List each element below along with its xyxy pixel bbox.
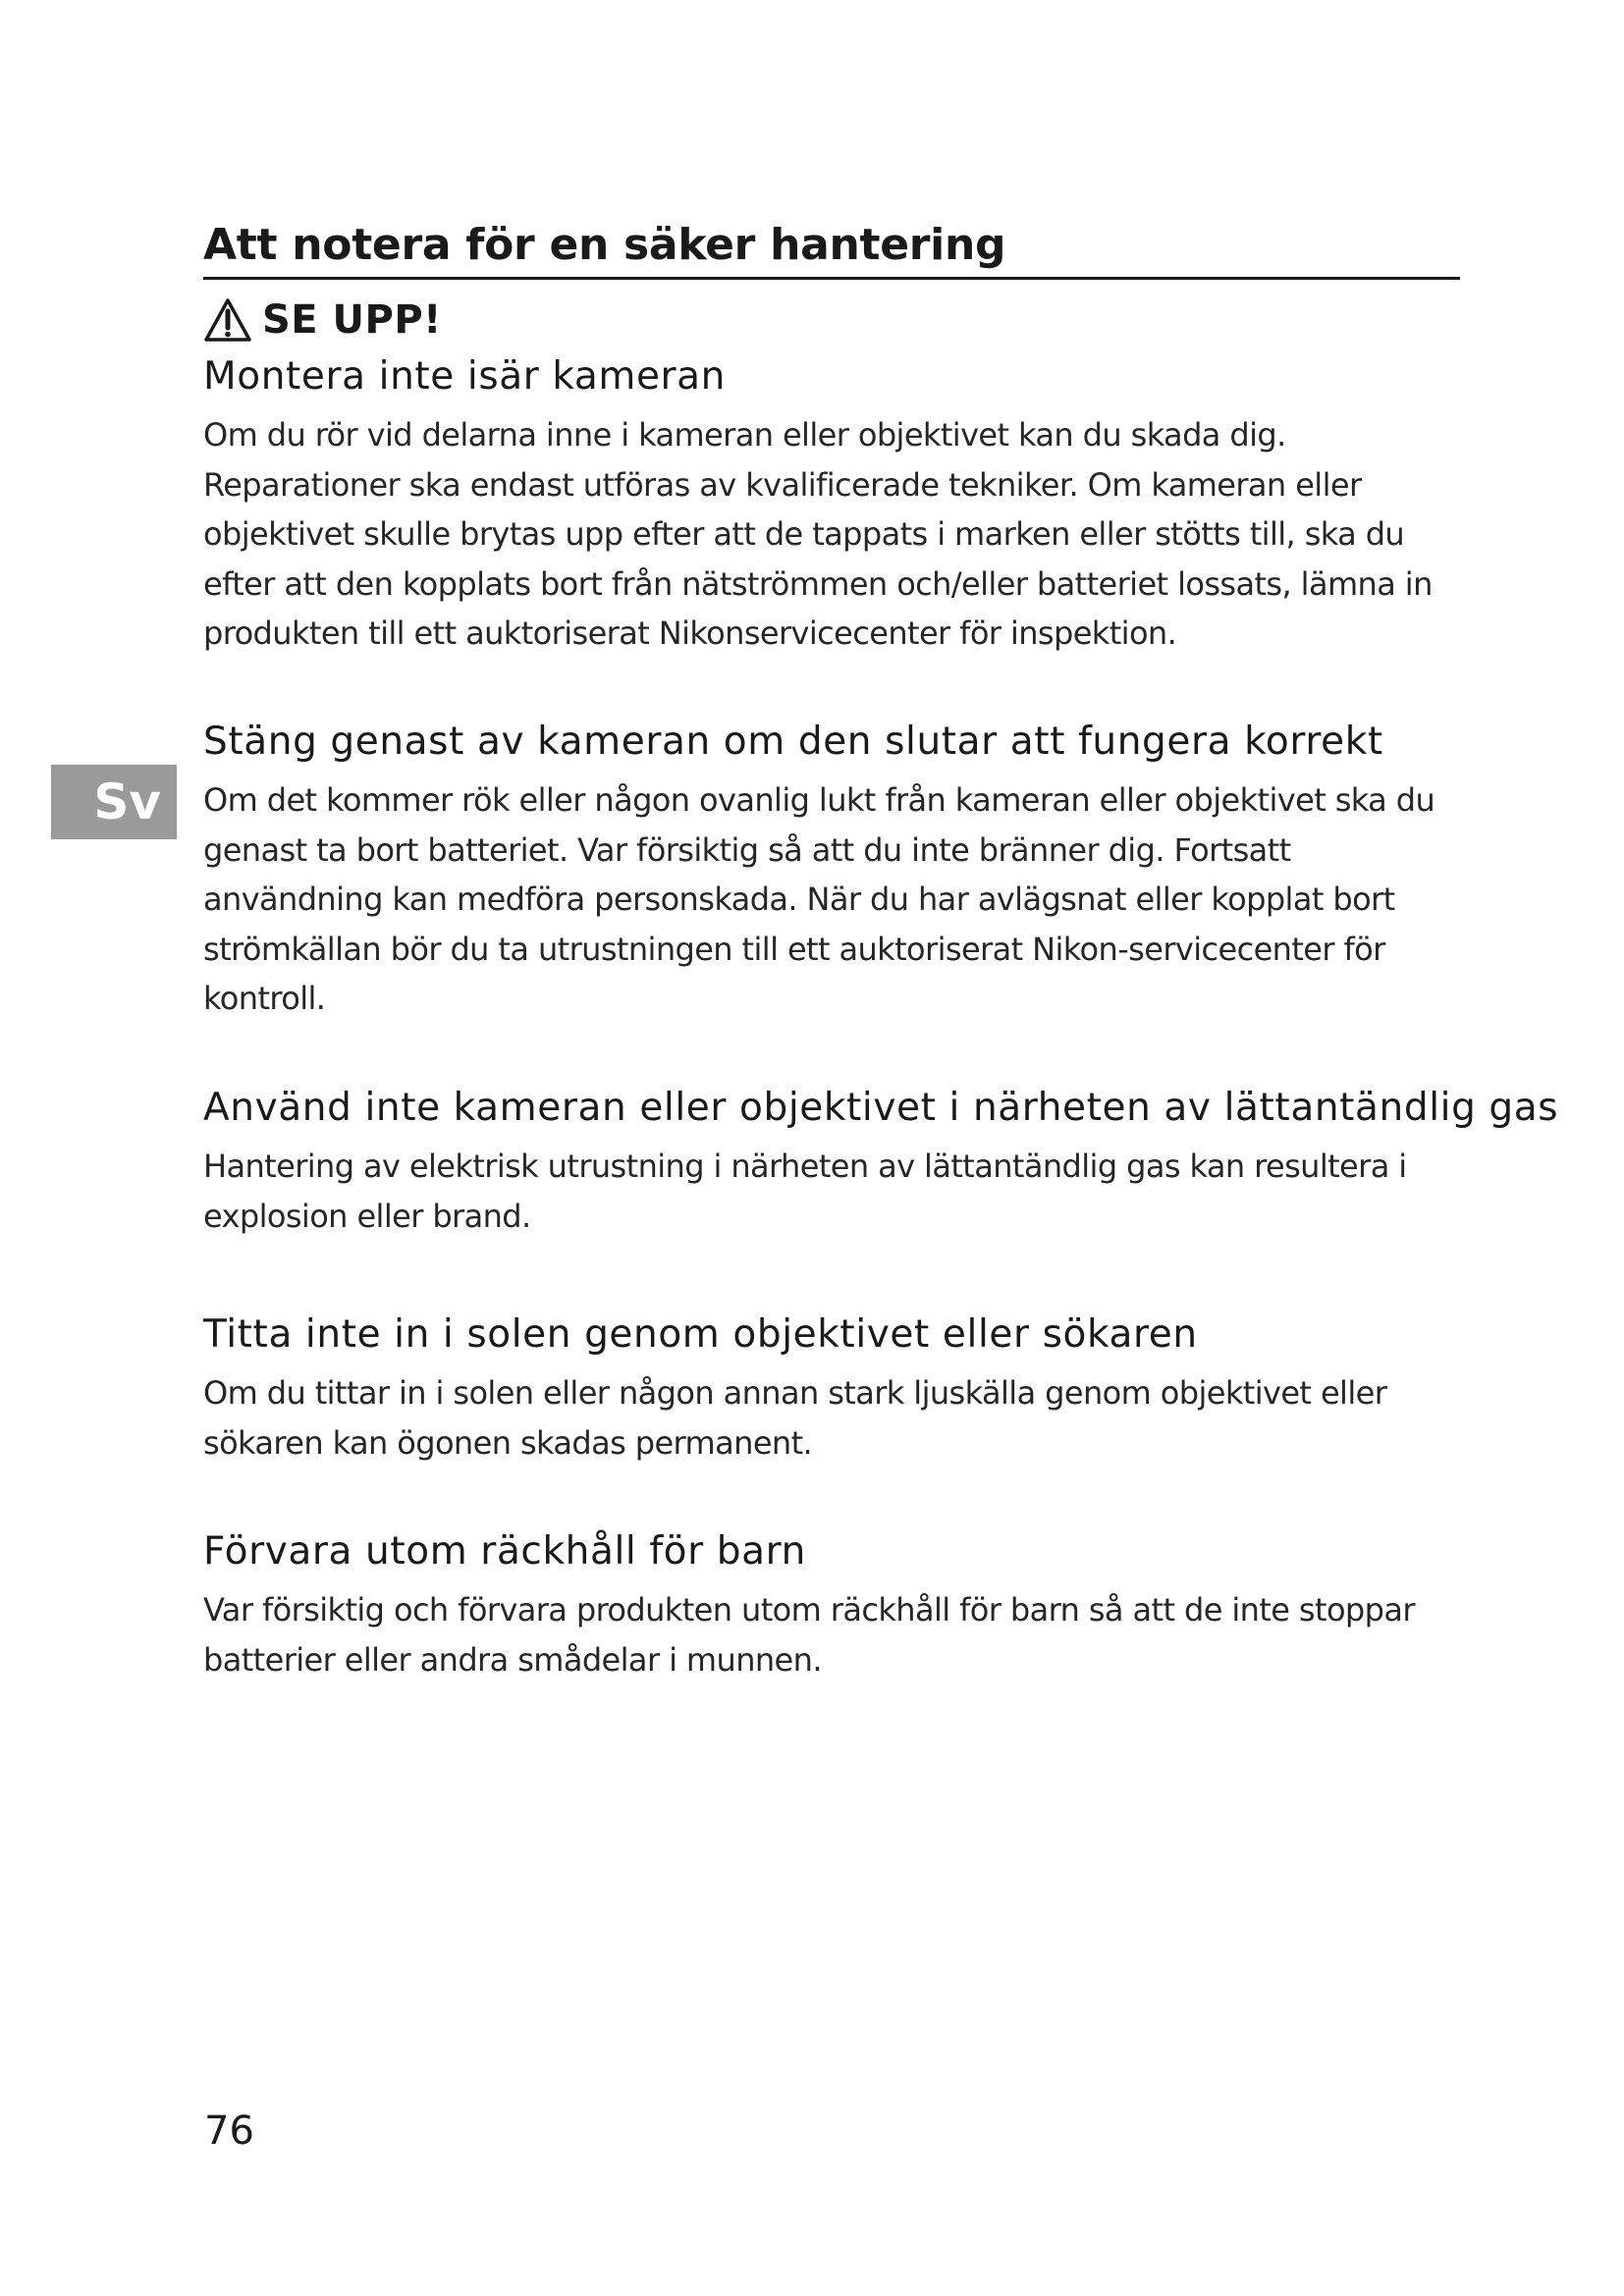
page-title: Att notera för en säker hantering [203,218,1460,280]
section-malfunction [203,713,1470,1024]
section-heading: Stäng genast av kameran om den slutar att fungera korrekt [203,720,1383,764]
section-heading: Titta inte in i solen genom objektivet eller sökaren [203,1312,1198,1357]
warning-heading [203,291,442,349]
warning-label: SE UPP! [262,297,442,343]
page-number: 76 [204,2109,254,2154]
language-tab [51,765,177,839]
section-heading: Montera inte isär kameran [203,354,726,399]
section-body: Var försiktig och förvara produkten utom räckhåll för barn så att de inte stoppar batterier eller andra smådelar i munnen. [203,1591,1415,1679]
section-body: Hantering av elektrisk utrustning i närheten av lättantändlig gas kan resultera i explosion eller brand. [203,1148,1407,1235]
section-children [203,1522,1470,1684]
section-disassembly [203,347,1470,659]
section-body: Om det kommer rök eller någon ovanlig lukt från kameran eller objektivet ska du genast ta bort batteriet. Var försiktig så att du inte bränner dig. Fortsatt användning kan medföra personskada. När du har avlägsnat eller kopplat bort strömkällan bör du ta utrustningen till ett auktoriserat Nikon-servicecenter för kontroll. [203,781,1435,1017]
language-tab-label: Sv [93,774,161,830]
section-sun [203,1306,1470,1468]
warning-triangle-icon [203,297,252,343]
section-body: Om du tittar in i solen eller någon annan stark ljuskälla genom objektivet eller sökaren kan ögonen skadas permanent. [203,1374,1387,1462]
section-flammable-gas [203,1079,1559,1241]
section-heading: Förvara utom räckhåll för barn [203,1529,806,1574]
section-heading: Använd inte kameran eller objektivet i närheten av lättantändlig gas [203,1086,1559,1130]
section-body: Om du rör vid delarna inne i kameran eller objektivet kan du skada dig. Reparationer ska endast utföras av kvalificerade tekniker. Om kameran eller objektivet skulle brytas upp efter att de tappats i marken eller stötts till, ska du efter att den kopplats bort från nätströmmen och/eller batteriet lossats, lämna in produkten till ett auktoriserat Nikonservicecenter för inspektion. [203,416,1433,652]
